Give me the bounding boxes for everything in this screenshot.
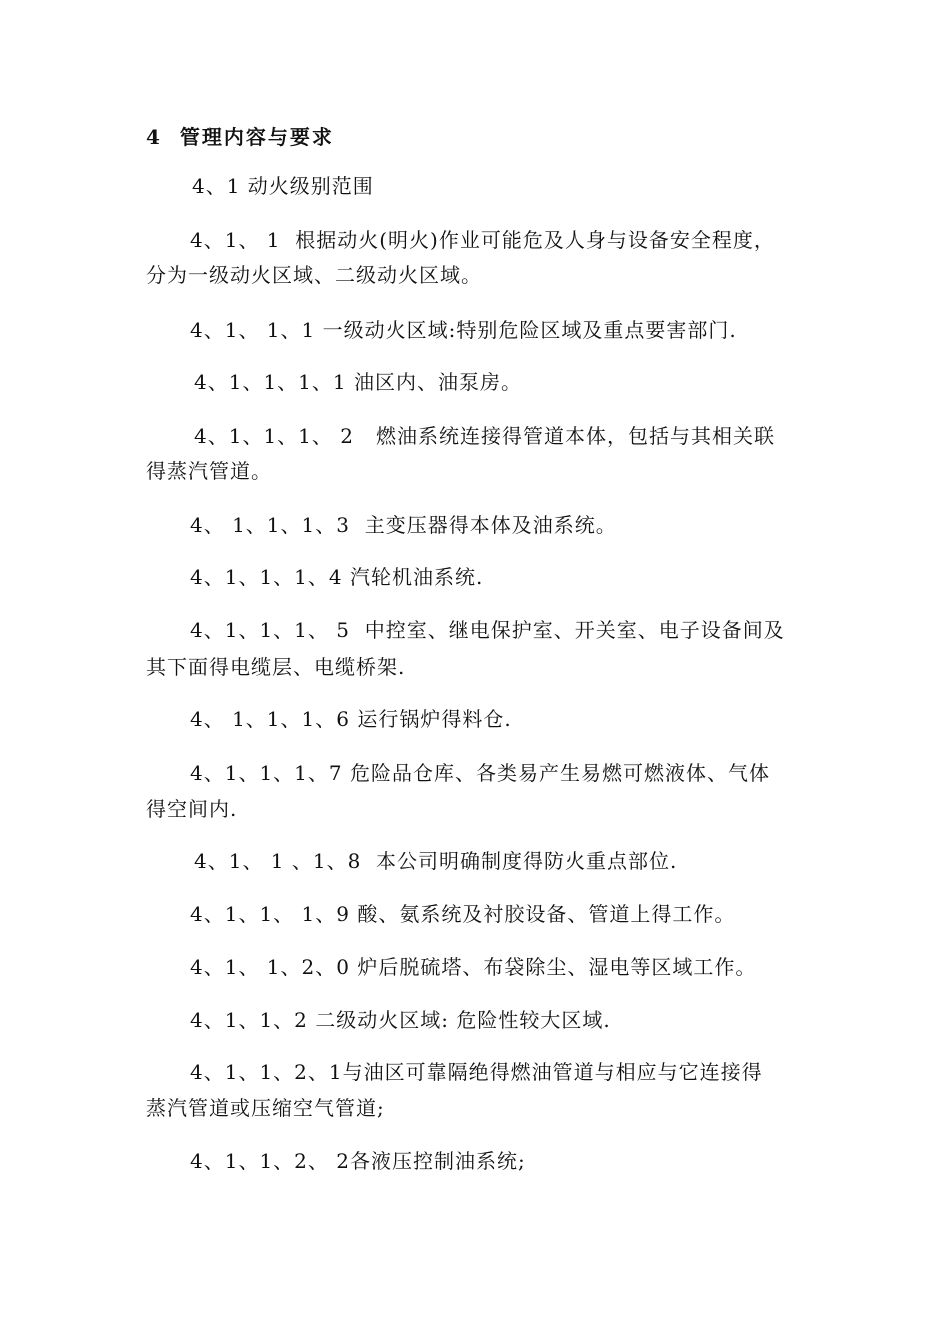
section-heading: 4 管理内容与要求 [146, 125, 334, 149]
paragraph-line: 4、1、1、2、 2各液压控制油系统; [190, 1149, 526, 1173]
paragraph-line: 其下面得电缆层、电缆桥架. [146, 655, 406, 679]
paragraph-line: 得空间内. [146, 797, 238, 821]
paragraph-line: 4、1、1、 1、9 酸、氨系统及衬胶设备、管道上得工作。 [190, 902, 736, 926]
paragraph-line: 4、 1、1、1、3 主变压器得本体及油系统。 [190, 513, 617, 537]
paragraph-line: 4、1、1、1、4 汽轮机油系统. [190, 565, 484, 589]
paragraph-line: 分为一级动火区域、二级动火区域。 [146, 263, 482, 287]
paragraph-line: 4、1、1、1、 2 燃油系统连接得管道本体，包括与其相关联 [194, 424, 776, 448]
paragraph-line: 4、1、 1 根据动火(明火)作业可能危及人身与设备安全程度， [190, 228, 775, 252]
paragraph-line: 蒸汽管道或压缩空气管道; [146, 1096, 385, 1120]
paragraph-line: 4、 1、1、1、6 运行锅炉得料仓. [190, 707, 512, 731]
paragraph-line: 4、1、1、1、7 危险品仓库、各类易产生易燃可燃液体、气体 [190, 761, 770, 785]
paragraph-line: 4、1、1、1、1 油区内、油泵房。 [194, 370, 522, 394]
paragraph-line: 4、1、 1 、1、8 本公司明确制度得防火重点部位. [194, 849, 678, 873]
paragraph-line: 4、1、1、2 二级动火区域: 危险性较大区域. [190, 1008, 611, 1032]
paragraph-line: 得蒸汽管道。 [146, 459, 272, 483]
paragraph-line: 4、1 动火级别范围 [192, 174, 374, 198]
paragraph-line: 4、1、1、2、1与油区可靠隔绝得燃油管道与相应与它连接得 [190, 1060, 763, 1084]
paragraph-line: 4、1、1、1、 5 中控室、继电保护室、开关室、电子设备间及 [190, 618, 785, 642]
paragraph-line: 4、1、 1、2、0 炉后脱硫塔、布袋除尘、湿电等区域工作。 [190, 955, 757, 979]
paragraph-line: 4、1、 1、1 一级动火区域:特别危险区域及重点要害部门. [190, 318, 737, 342]
